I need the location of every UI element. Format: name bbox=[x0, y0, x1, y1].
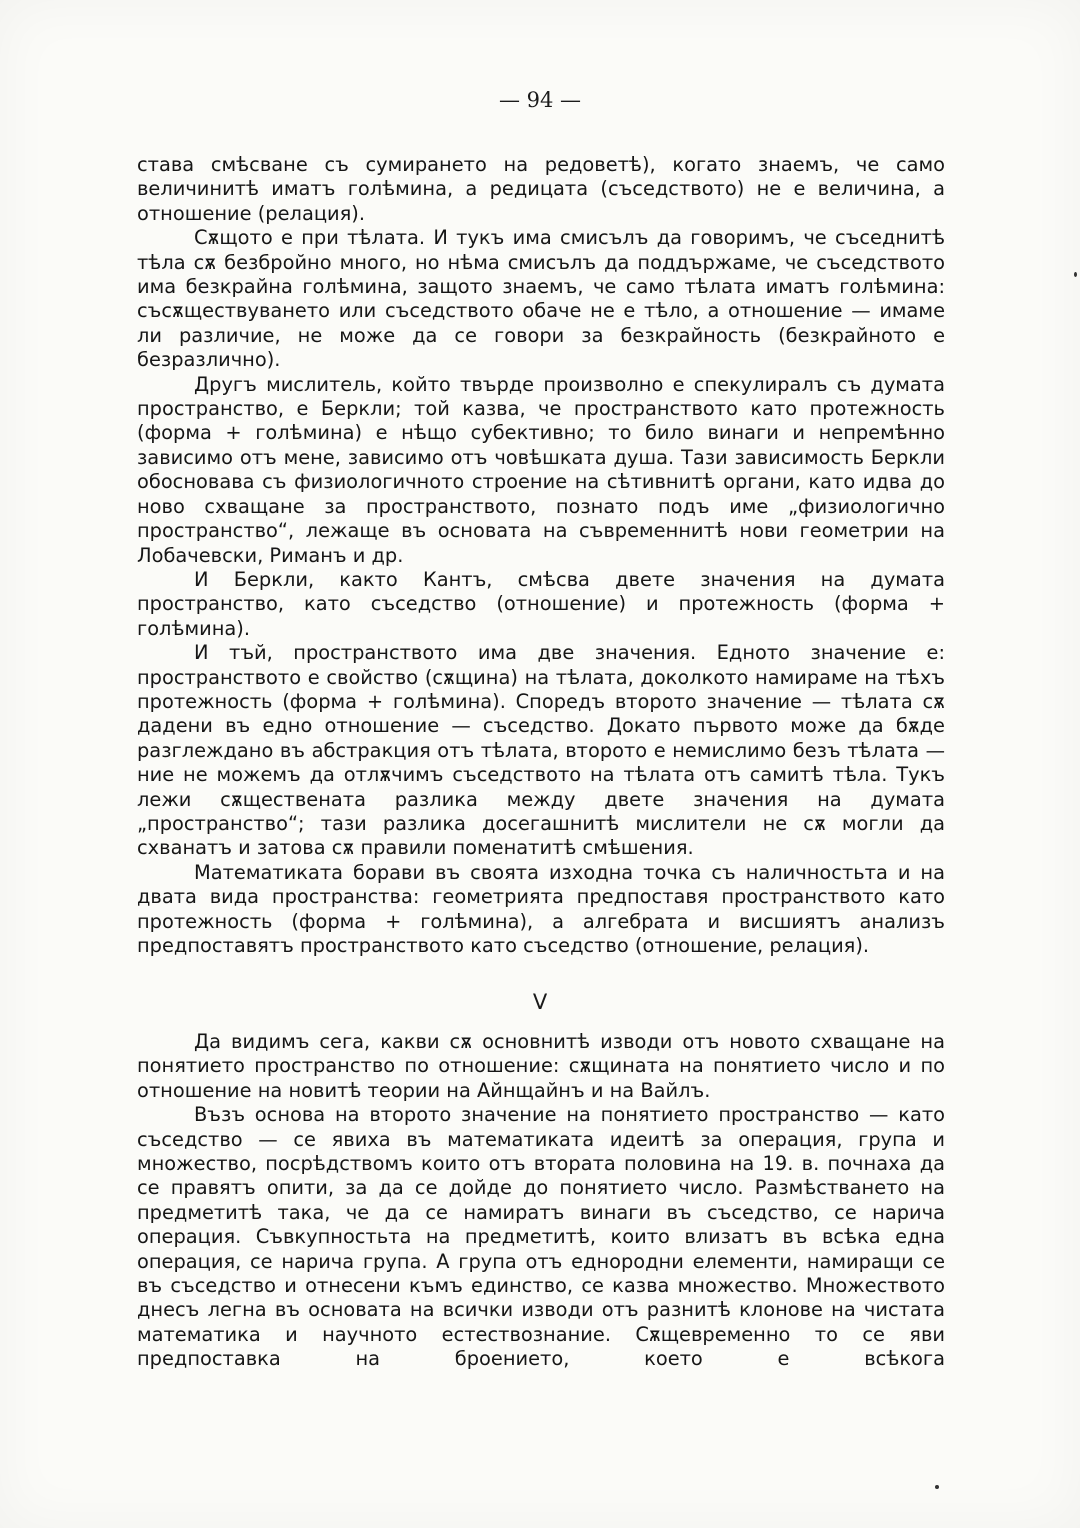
paragraph-1: става смѣсване съ сумирането на редоветѣ), когато знаемъ, че само величинитѣ иматъ голѣмина, а редицата (съседството) не е величина, а отношение (релация). bbox=[137, 153, 945, 225]
body-text-top bbox=[137, 153, 945, 958]
paragraph-8: Възъ основа на второто значение на понятието пространство — като съседство — се явиха въ математиката идеитѣ за операция, група и множество, посрѣдствомъ които отъ втората половина на 19. в. почнаха да се правятъ опити, за да се дойде до понятието число. Размѣстването на предметитѣ така, че да се намиратъ винаги въ съседство, се нарича операция. Съвкупностьта на предметитѣ, които влизатъ въ всѣка една операция, се нарича група. А група отъ еднородни елементи, намиращи се въ съседство и отнесени къмъ единство, се казва множество. Множеството днесъ легна въ основата на всички изводи отъ разнитѣ клонове на чистата математика и научното естествознание. Сѫщевременно то се яви предпоставка на броението, което е всѣкога bbox=[137, 1103, 945, 1371]
paper-speck bbox=[935, 1485, 939, 1489]
paragraph-7: Да видимъ сега, какви сѫ основнитѣ изводи отъ новото схващане на понятието пространство по отношение: сѫщината на понятието число и по отношение на новитѣ теории на Айнщайнъ и на Вайлъ. bbox=[137, 1030, 945, 1102]
section-heading: V bbox=[532, 990, 548, 1014]
paragraph-3: Другъ мислитель, който твърде произволно е спекулиралъ съ думата пространство, е Беркли; той казва, че пространството като протежность (форма + голѣмина) е нѣщо субективно; то било винаги и непремѣнно зависимо отъ мене, зависимо отъ човѣшката душа. Тази зависимость Беркли обосновава съ физиологичното строение на сѣтивнитѣ органи, като идва до ново схващане за пространството, познато подъ име „физиологично пространство“, лежаще въ основата на съвременнитѣ нови геометрии на Лобачевски, Риманъ и др. bbox=[137, 372, 945, 567]
paragraph-5: И тъй, пространството има две значения. Едното значение е: пространството е свойство (сѫщина) на тѣлата, доколкото намираме на тѣхъ протежность (форма + голѣмина). Споредъ второто значение — тѣлата сѫ дадени въ едно отношение — съседство. Докато първото може да бѫде разглеждано въ абстракция отъ тѣлата, второто е немислимо безъ тѣлата — ние не можемъ да отлѫчимъ съседството на тѣлата отъ самитѣ тѣла. Тукъ лежи сѫществената разлика между двете значения на думата „пространство“; тази разлика досегашнитѣ мислители не сѫ могли да схванатъ и затова сѫ правили поменатитѣ смѣшения. bbox=[137, 641, 945, 860]
paper-speck bbox=[1074, 272, 1077, 277]
paragraph-4: И Беркли, както Кантъ, смѣсва двете значения на думата пространство, като съседство (отношение) и протежность (форма + голѣмина). bbox=[137, 567, 945, 640]
body-text-bottom bbox=[137, 1030, 945, 1372]
paragraph-2: Сѫщото е при тѣлата. И тукъ има смисълъ да говоримъ, че съседнитѣ тѣла сѫ безбройно много, но нѣма смисълъ да поддържаме, че съседството има безкрайна голѣмина, защото знаемъ, че само тѣлата иматъ голѣмина: съсѫществуването или съседството обаче не е тѣло, а отношение — имаме ли различие, не може да се говори за безкрайность (безкрайното е безразлично). bbox=[137, 226, 945, 372]
page-number: — 94 — bbox=[498, 88, 582, 112]
paragraph-6: Математиката борави въ своята изходна точка съ наличностьта и на двата вида пространства: геометрията предпоставя пространството като протежность (форма + голѣмина), а алгебрата и висшиятъ анализъ предпоставятъ пространството като съседство (отношение, релация). bbox=[137, 860, 945, 957]
